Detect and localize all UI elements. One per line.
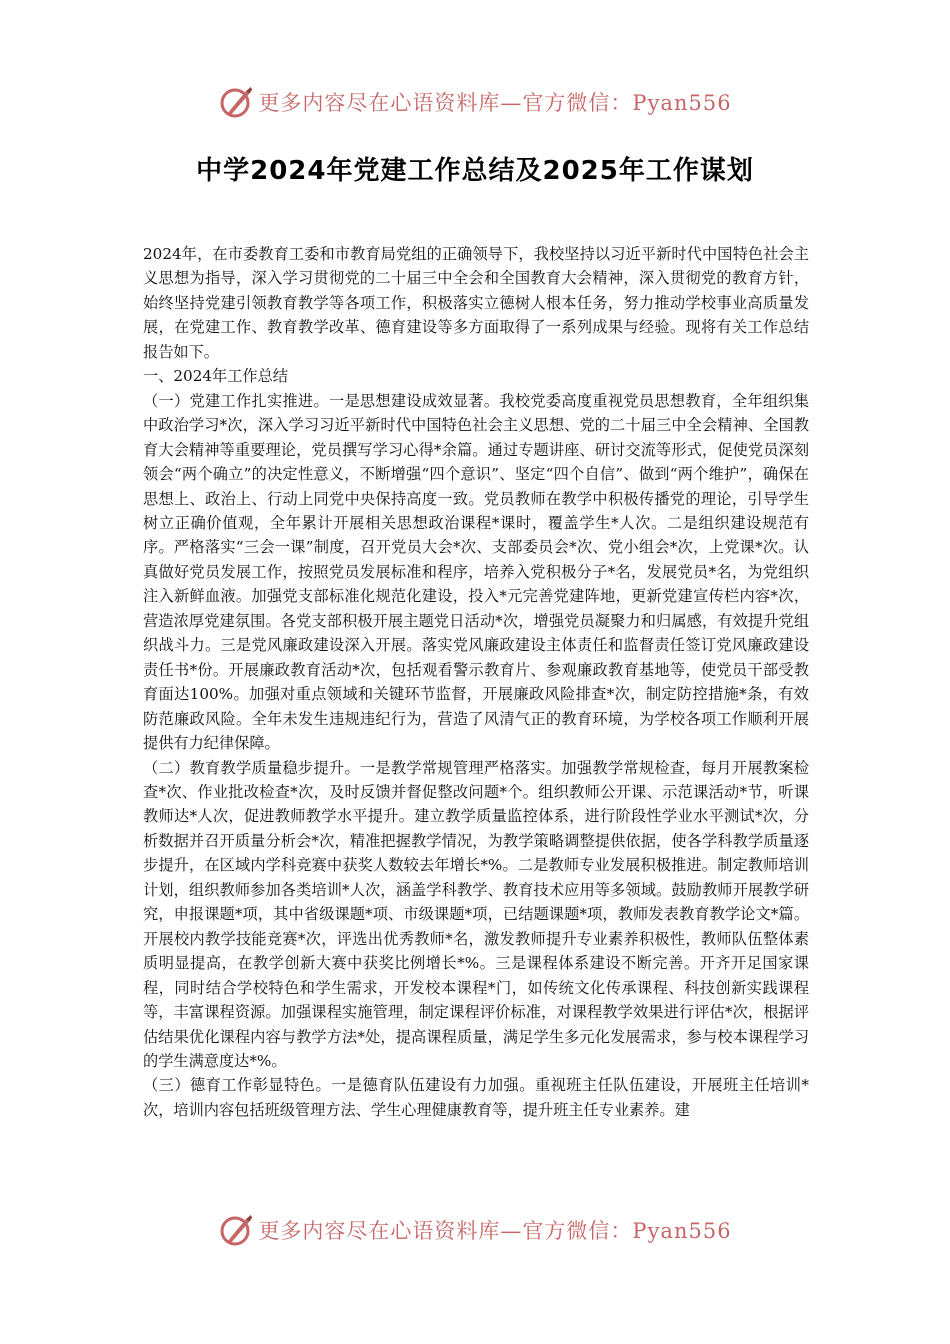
document-title: 中学2024年党建工作总结及2025年工作谋划 xyxy=(196,156,754,186)
intro-paragraph: 2024年，在市委教育工委和市教育局党组的正确领导下，我校坚持以习近平新时代中国特色社会主义思想为指导，深入学习贯彻党的二十届三中全会和全国教育大会精神，深入贯彻党的教育方针，始终坚持党建引领教育教学等各项工作，积极落实立德树人根本任务，努力推动学校事业高质量发展，在党建工作、教育教学改革、德育建设等多方面取得了一系列成果与经验。现将有关工作总结报告如下。 xyxy=(143,245,809,361)
pen-circle-logo-icon xyxy=(218,1212,254,1248)
watermark-text: 更多内容尽在心语资料库—官方微信：Pyan556 xyxy=(258,1219,732,1243)
moral-education-paragraph: （三）德育工作彰显特色。一是德育队伍建设有力加强。重视班主任队伍建设，开展班主任培训*次，培训内容包括班级管理方法、学生心理健康教育等，提升班主任专业素养。建 xyxy=(143,1076,809,1119)
section-heading: 一、2024年工作总结 xyxy=(143,367,288,386)
pen-circle-logo-icon xyxy=(218,84,254,120)
watermark-banner-bottom xyxy=(0,1208,950,1252)
teaching-quality-paragraph: （二）教育教学质量稳步提升。一是教学常规管理严格落实。加强教学常规检查，每月开展教案检查*次、作业批改检查*次，及时反馈并督促整改问题*个。组织教师公开课、示范课活动*节，听课教师达*人次，促进教师教学水平提升。建立教学质量监控体系，进行阶段性学业水平测试*次，分析数据并召开质量分析会*次，精准把握教学情况，为教学策略调整提供依据，使各学科教学质量逐步提升，在区域内学科竞赛中获奖人数较去年增长*%。二是教师专业发展积极推进。制定教师培训计划，组织教师参加各类培训*人次，涵盖学科教学、教育技术应用等多领域。鼓励教师开展教学研究，申报课题*项，其中省级课题*项、市级课题*项，已结题课题*项，教师发表教育教学论文*篇。开展校内教学技能竞赛*次，评选出优秀教师*名，激发教师提升专业素养积极性，教师队伍整体素质明显提高，在教学创新大赛中获奖比例增长*%。三是课程体系建设不断完善。开齐开足国家课程，同时结合学校特色和学生需求，开发校本课程*门，如传统文化传承课程、科技创新实践课程等，丰富课程资源。加强课程实施管理，制定课程评价标准，对课程教学效果进行评估*次，根据评估结果优化课程内容与教学方法*处，提高课程质量，满足学生多元化发展需求，参与校本课程学习的学生满意度达*%。 xyxy=(143,758,809,1070)
watermark-banner-top xyxy=(0,80,950,124)
watermark-text: 更多内容尽在心语资料库—官方微信：Pyan556 xyxy=(258,91,732,115)
document-body xyxy=(143,242,809,1122)
party-building-paragraph: （一）党建工作扎实推进。一是思想建设成效显著。我校党委高度重视党员思想教育，全年组织集中政治学习*次，深入学习习近平新时代中国特色社会主义思想、党的二十届三中全会精神、全国教育大会精神等重要理论，党员撰写学习心得*余篇。通过专题讲座、研讨交流等形式，促使党员深刻领会“两个确立”的决定性意义，不断增强“四个意识”、坚定“四个自信”、做到“两个维护”，确保在思想上、政治上、行动上同党中央保持高度一致。党员教师在教学中积极传播党的理论，引导学生树立正确价值观，全年累计开展相关思想政治课程*课时，覆盖学生*人次。二是组织建设规范有序。严格落实“三会一课”制度，召开党员大会*次、支部委员会*次、党小组会*次，上党课*次。认真做好党员发展工作，按照党员发展标准和程序，培养入党积极分子*名，发展党员*名，为党组织注入新鲜血液。加强党支部标准化规范化建设，投入*元完善党建阵地，更新党建宣传栏内容*次，营造浓厚党建氛围。各党支部积极开展主题党日活动*次，增强党员凝聚力和归属感，有效提升党组织战斗力。三是党风廉政建设深入开展。落实党风廉政建设主体责任和监督责任签订党风廉政建设责任书*份。开展廉政教育活动*次，包括观看警示教育片、参观廉政教育基地等，使党员干部受教育面达100%。加强对重点领域和关键环节监督，开展廉政风险排查*次，制定防控措施*条，有效防范廉政风险。全年未发生违规违纪行为，营造了风清气正的教育环境，为学校各项工作顺利开展提供有力纪律保障。 xyxy=(143,391,810,753)
